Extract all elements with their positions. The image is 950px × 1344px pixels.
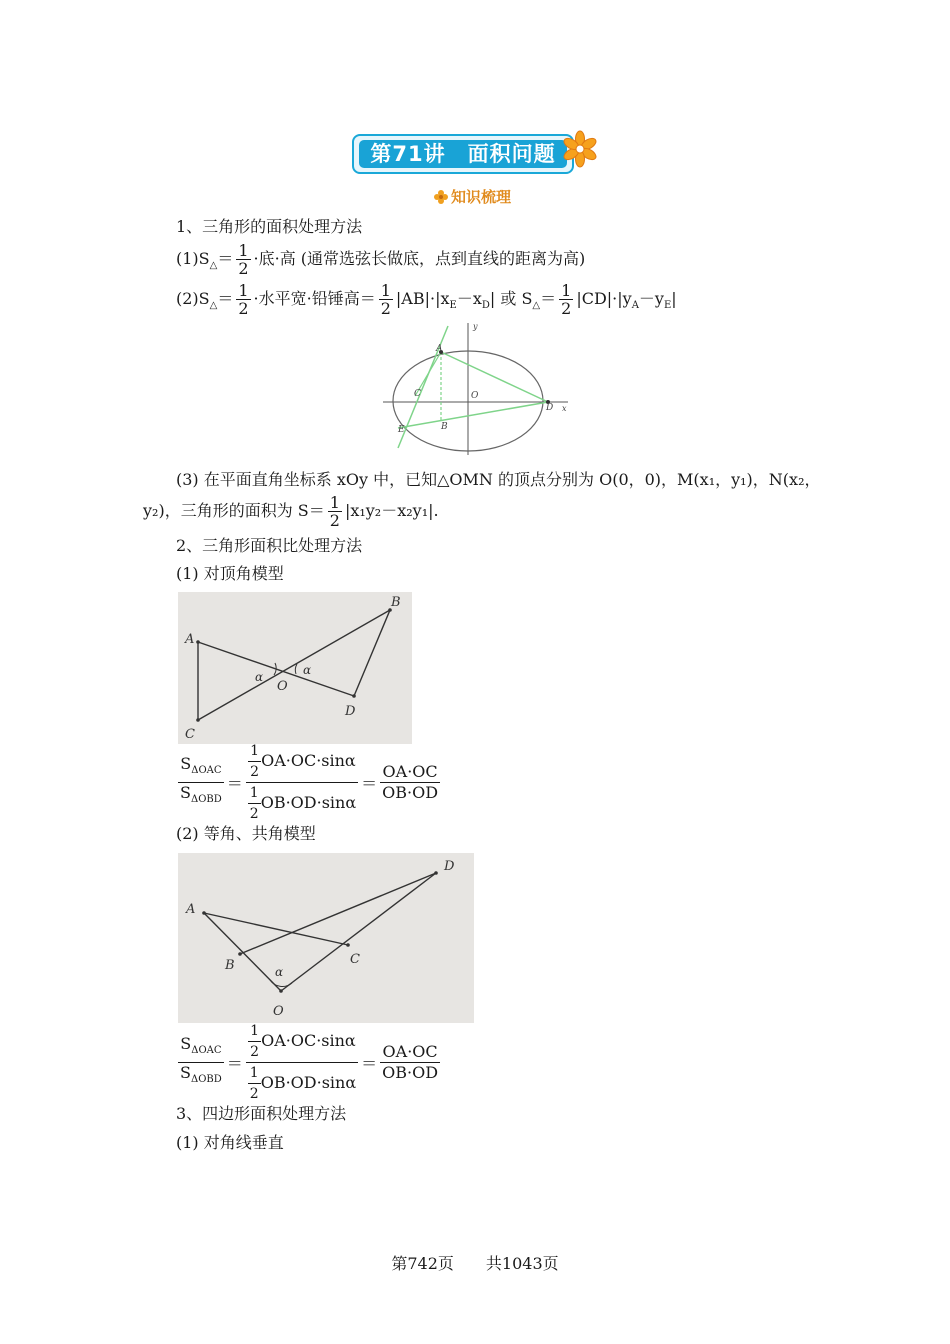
label-O: O — [273, 1004, 284, 1019]
page-footer: 第742页 共1043页 — [391, 1254, 559, 1273]
label-C: C — [185, 727, 195, 742]
section3-heading: 3、四边形面积处理方法 — [176, 1104, 347, 1123]
vertical-angle-photo — [178, 592, 412, 744]
line-ED — [398, 402, 548, 428]
ellipse-figure — [378, 318, 573, 458]
label-B: B — [225, 958, 235, 973]
label-y: y — [473, 322, 478, 331]
area-ratio-formula-2: $\frac{S_{\Delta OAC}}{S_{\Delta OBD}}$ ＝ $\frac{1}{2}$ OA·OC·sinα $\frac{1}{2}$ OB·OD·sinα ＝ $\frac{OA\cdot OC}{OB\cdot OD}$ — [180, 1022, 439, 1102]
area-ratio-formula-1: $\frac{S_{\Delta OAC}}{S_{\Delta OBD}}$ ＝ $\frac{1}{2}$ OA·OC·sinα $\frac{1}{2}$ OB·OD·sinα ＝ $\frac{OA\cdot OC}{OB\cdot OD}$ — [180, 742, 439, 822]
label-D: D — [444, 859, 455, 874]
item3-line1: (3) 在平面直角坐标系 xOy 中，已知△OMN 的顶点分别为 O(0，0)，M(x₁，y₁)，N(x₂， — [176, 470, 821, 489]
label-alpha: α — [275, 965, 284, 979]
label-O: O — [277, 679, 288, 694]
common-angle-photo — [178, 853, 474, 1023]
label-D: D — [345, 704, 356, 719]
model2-heading: (2) 等角、共角模型 — [176, 824, 316, 843]
label-x: x — [562, 404, 567, 413]
lecture-title-banner — [352, 134, 574, 174]
label-E: E — [398, 425, 405, 435]
flower-icon — [560, 128, 602, 170]
label-A: A — [436, 344, 443, 354]
section-label: 知识梳理 — [451, 188, 512, 206]
line-AD — [441, 352, 548, 402]
section2-heading: 2、三角形面积比处理方法 — [176, 536, 363, 555]
label-alpha-right: α — [303, 663, 312, 677]
fraction-half: $\frac{1}{2}$ — [238, 241, 249, 278]
formula-item2: $(2)S_\triangle=$ $\frac{1}{2}$ ·水平宽·铅锤高＝ $\frac{1}{2}$ $|AB|\cdot|x_E-x_D|$ 或 $S_\triangle=$ $\frac{1}{2}$ $|CD|\cdot|y_A-y_E|$ — [176, 281, 677, 318]
label-B: B — [441, 422, 448, 432]
label-A: A — [186, 902, 196, 917]
section1-heading: 1、三角形的面积处理方法 — [176, 217, 363, 236]
section3-item1: (1) 对角线垂直 — [176, 1133, 284, 1152]
label-alpha-left: α — [255, 670, 264, 684]
label-O: O — [471, 391, 479, 401]
model1-heading: (1) 对顶角模型 — [176, 564, 284, 583]
label-A: A — [185, 632, 195, 647]
formula-item1: $(1)S_\triangle=$ $\frac{1}{2}$ ·底·高 (通常选弦长做底，点到直线的距离为高) — [176, 241, 586, 278]
label-B: B — [391, 595, 401, 610]
label-C: C — [414, 389, 421, 399]
small-flower-icon — [433, 189, 449, 205]
lecture-title: 第71讲 面积问题 — [359, 140, 567, 168]
label-C: C — [350, 952, 360, 967]
item3-line2: y₂)，三角形的面积为 S＝ $\frac{1}{2}$ |x₁y₂－x₂y₁|. — [143, 493, 439, 530]
label-D: D — [546, 403, 554, 413]
